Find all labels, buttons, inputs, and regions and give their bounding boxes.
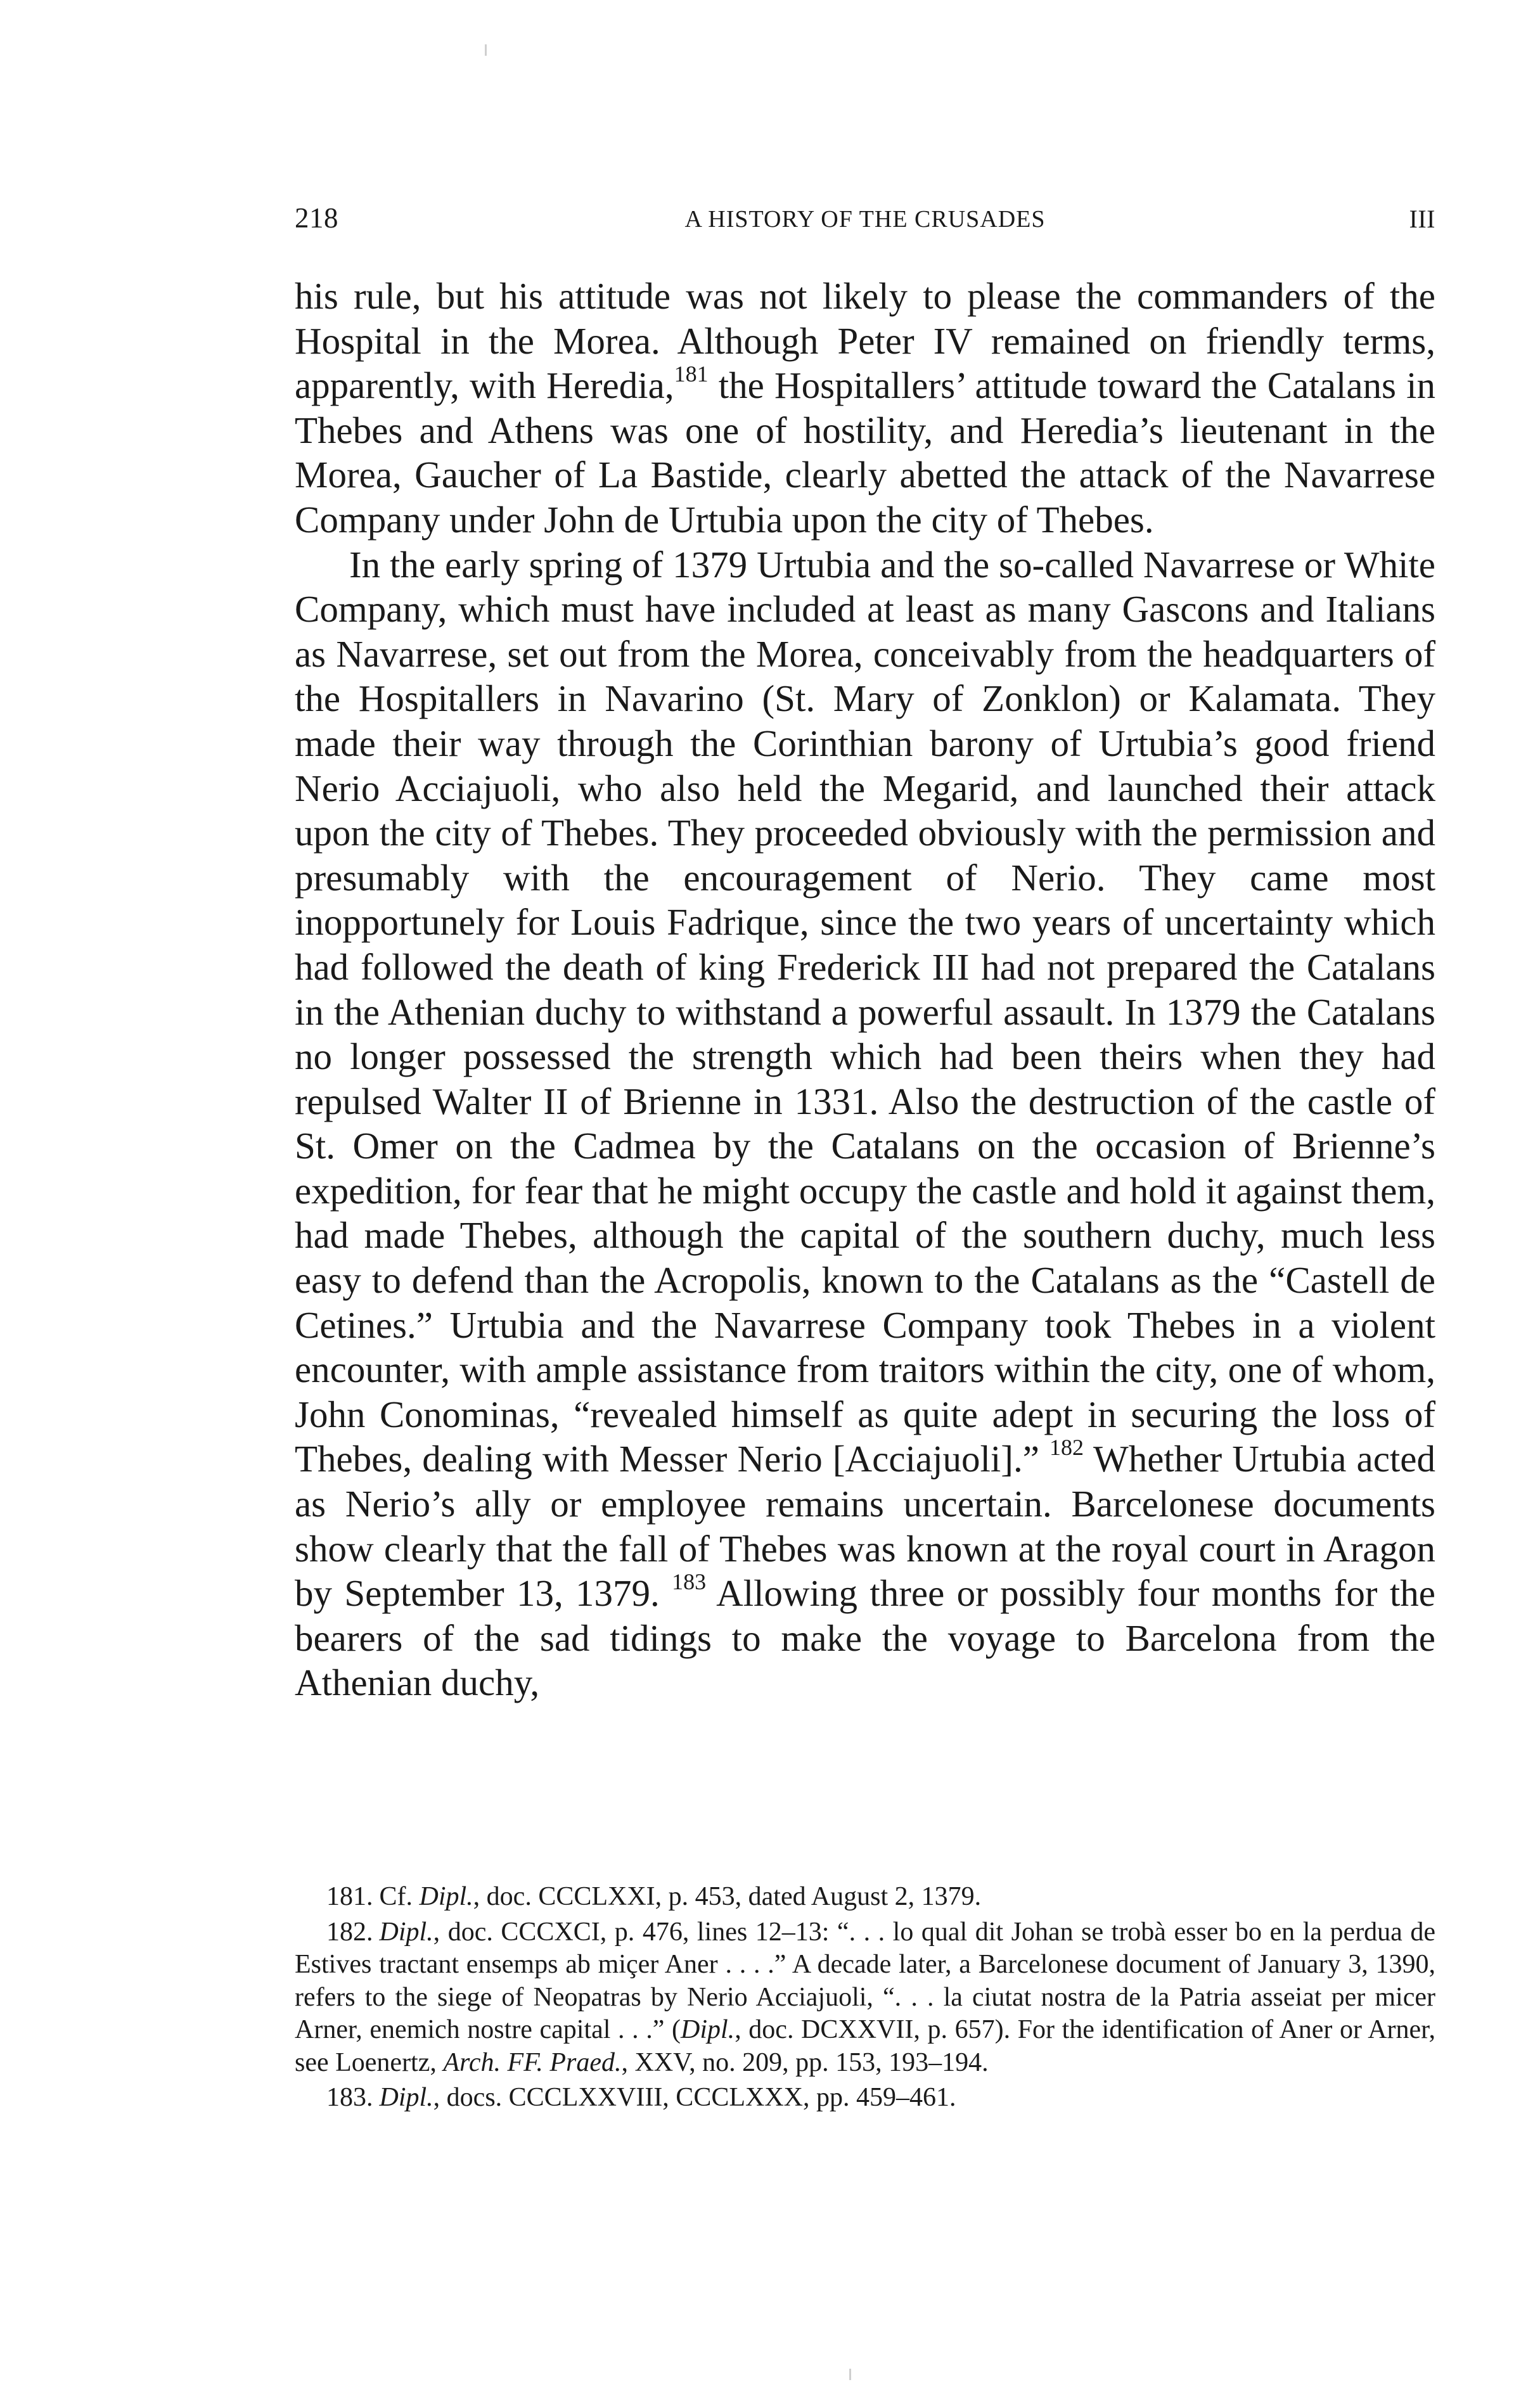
scan-speck [485, 44, 487, 56]
italic-run: Dipl. [379, 2083, 433, 2112]
text-run: his rule, but his attitude was not likely to please the commanders of the Hospital in the Morea. Although Peter IV remained on friendly terms, apparently, with Heredia, [295, 275, 1435, 407]
footnote [295, 1881, 1435, 1914]
scan-speck [849, 2369, 851, 2380]
footnote-reference: 181 [674, 361, 709, 387]
footnote [295, 2082, 1435, 2115]
text-run: , docs. CCCLXXVIII, CCCLXXX, pp. 459–461. [433, 2083, 956, 2112]
footnote-number: 183. [326, 2083, 373, 2112]
paragraph [295, 542, 1435, 1705]
running-title: A HISTORY OF THE CRUSADES [684, 206, 1046, 233]
text-run: the Hospitallers’ attitude toward the Catalans in Thebes and Athens was one of hostility, and Heredia’s lieutenant in the Morea, Gaucher of La Bastide, clearly abetted the attack of the Navarrese Company under John de Urtubia upon the city of Thebes. [295, 364, 1436, 541]
footnote-number: 182. [326, 1917, 373, 1947]
running-head [295, 202, 1435, 240]
page-number: 218 [295, 202, 338, 234]
body-text [295, 274, 1435, 1705]
text-run: , XXV, no. 209, pp. 153, 193–194. [621, 2047, 989, 2077]
text-run: , doc. CCCLXXI, p. 453, dated August 2, 1379. [473, 1882, 982, 1911]
footnote-number: 181. [326, 1882, 373, 1911]
italic-run: Dipl. [379, 1917, 433, 1947]
text-run: , doc. DCXXVII, p. 657). For the identification of Aner or Arner, see Loenertz, [295, 2015, 1435, 2077]
text-run: , doc. CCCXCI, p. 476, lines 12–13: “. . . lo qual dit Johan se trobà esser bo en la perdua de Estives tractant ensemps ab miçer Aner . . . .” A decade later, a Barcelonese document of January 3, 1390, refers to the siege of Neopatras by Nerio Acciajuoli, “. . . la ciutat nostra de la Patria asseiat per micer Arner, enemich nostre capital . . .” ( [295, 1917, 1435, 2044]
footnotes [295, 1881, 1435, 2117]
italic-run: Dipl. [681, 2015, 735, 2044]
book-page [295, 0, 1435, 2408]
footnote-reference: 182 [1049, 1435, 1084, 1461]
text-run: Cf. [379, 1882, 420, 1911]
volume-number: III [1409, 205, 1435, 233]
italic-run: Arch. FF. Praed. [443, 2047, 622, 2077]
footnote-reference: 183 [672, 1569, 707, 1595]
footnote [295, 1916, 1435, 2080]
text-run: In the early spring of 1379 Urtubia and the so-called Navarrese or White Company, which must have included at least as many Gascons and Italians as Navarrese, set out from the Morea, conceivably from the headquarters of the Hospitallers in Navarino (St. Mary of Zonklon) or Kalamata. They made their way through the Corinthian barony of Urtubia’s good friend Nerio Acciajuoli, who also held the Megarid, and launched their attack upon the city of Thebes. They proceeded obviously with the permission and presumably with the encouragement of Nerio. They came most inopportunely for Louis Fadrique, since the two years of uncertainty which had followed the death of king Frederick III had not prepared the Catalans in the Athenian duchy to withstand a powerful assault. In 1379 the Catalans no longer possessed the strength which had been theirs when they had repulsed Walter II of Brienne in 1331. Also the destruction of the castle of St. Omer on the Cadmea by the Catalans on the occasion of Brienne’s expedition, for fear that he might occupy the castle and hold it against them, had made Thebes, although the capital of the southern duchy, much less easy to defend than the Acropolis, known to the Catalans as the “Castell de Cetines.” Urtubia and the Navarrese Company took Thebes in a violent encounter, with ample assistance from traitors within the city, one of whom, John Conominas, “revealed himself as quite adept in securing the loss of Thebes, dealing with Messer Nerio [Acciajuoli].” [295, 543, 1435, 1480]
italic-run: Dipl. [419, 1882, 473, 1911]
text-run: Allowing three or possibly four months for the bearers of the sad tidings to make the voyage to Barcelona from the Athenian duchy, [295, 1572, 1435, 1704]
paragraph [295, 274, 1435, 542]
text-run: Whether Urtubia acted as Nerio’s ally or employee remains uncertain. Barcelonese documents show clearly that the fall of Thebes was known at the royal court in Aragon by September 13, 1379. [295, 1438, 1435, 1615]
